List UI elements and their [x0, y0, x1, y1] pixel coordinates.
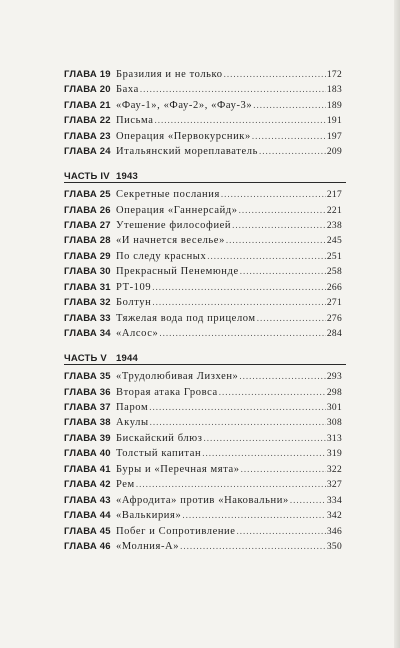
page-number: 209	[326, 146, 342, 157]
section-divider	[64, 364, 346, 365]
leader-dots	[203, 433, 325, 443]
part-year: 1943	[116, 170, 138, 182]
chapter-title: Буры и «Перечная мята»	[116, 463, 240, 475]
chapter-label: ГЛАВА 36	[64, 386, 111, 398]
chapter-title: «Валькирия»	[116, 509, 182, 521]
chapter-label: ГЛАВА 34	[64, 327, 111, 339]
page-number: 334	[326, 495, 342, 506]
part-year: 1944	[116, 352, 138, 364]
page-number: 183	[326, 84, 342, 95]
leader-dots	[232, 220, 326, 230]
leader-dots	[152, 282, 326, 292]
page-number: 342	[326, 510, 342, 521]
page-edge	[394, 0, 400, 648]
page-number: 319	[326, 448, 342, 459]
page-number: 327	[326, 479, 342, 490]
leader-dots	[253, 100, 326, 110]
chapter-title: Утешение философией	[116, 219, 232, 231]
leader-dots	[239, 371, 325, 381]
leader-dots	[290, 495, 326, 505]
chapter-label: ГЛАВА 43	[64, 494, 111, 506]
chapter-title: «И начнется веселье»	[116, 234, 225, 246]
leader-dots	[221, 189, 326, 199]
chapter-label: ГЛАВА 23	[64, 130, 111, 142]
chapter-label: ГЛАВА 31	[64, 281, 111, 293]
page-number: 258	[326, 266, 342, 277]
chapter-title: Операция «Первокурсник»	[116, 130, 251, 142]
chapter-label: ГЛАВА 22	[64, 114, 111, 126]
page-number: 350	[326, 541, 342, 552]
leader-dots	[252, 131, 326, 141]
chapter-label: ГЛАВА 42	[64, 478, 111, 490]
page-number: 189	[326, 100, 342, 111]
leader-dots	[241, 464, 326, 474]
chapter-title: Тяжелая вода под прицелом	[116, 312, 256, 324]
page-number: 238	[326, 220, 342, 231]
chapter-label: ГЛАВА 39	[64, 432, 111, 444]
leader-dots	[182, 510, 326, 520]
leader-dots	[149, 402, 326, 412]
chapter-title: «Трудолюбивая Лизхен»	[116, 370, 239, 382]
page-number: 276	[326, 313, 342, 324]
chapter-title: «Молния-А»	[116, 540, 180, 552]
chapter-title: РТ-109	[116, 281, 152, 293]
chapter-label: ГЛАВА 26	[64, 204, 111, 216]
page-number: 322	[326, 464, 342, 475]
leader-dots	[239, 205, 326, 215]
leader-dots	[207, 251, 326, 261]
page-number: 298	[326, 387, 342, 398]
leader-dots	[154, 115, 325, 125]
chapter-label: ГЛАВА 33	[64, 312, 111, 324]
chapter-title: «Фау-1», «Фау-2», «Фау-3»	[116, 99, 253, 111]
chapter-label: ГЛАВА 27	[64, 219, 111, 231]
chapter-label: ГЛАВА 24	[64, 145, 111, 157]
chapter-title: Письма	[116, 114, 154, 126]
chapter-label: ГЛАВА 38	[64, 416, 111, 428]
chapter-label: ГЛАВА 40	[64, 447, 111, 459]
section-divider	[64, 182, 346, 183]
toc-entry[interactable]	[64, 324, 342, 342]
chapter-title: Секретные послания	[116, 188, 220, 200]
page-number: 197	[326, 131, 342, 142]
leader-dots	[136, 479, 326, 489]
chapter-title: Бразилия и не только	[116, 68, 223, 80]
page-number: 217	[326, 189, 342, 200]
page-number: 301	[326, 402, 342, 413]
page-number: 293	[326, 371, 342, 382]
toc-entry[interactable]	[64, 537, 342, 555]
chapter-title: Баха	[116, 83, 139, 95]
chapter-label: ГЛАВА 37	[64, 401, 111, 413]
chapter-label: ГЛАВА 19	[64, 68, 111, 80]
chapter-title: «Афродита» против «Наковальни»	[116, 494, 289, 506]
chapter-title: Итальянский мореплаватель	[116, 145, 258, 157]
page-number: 172	[326, 69, 342, 80]
chapter-title: Бискайский блюз	[116, 432, 203, 444]
chapter-title: Прекрасный Пенемюнде	[116, 265, 239, 277]
chapter-label: ГЛАВА 44	[64, 509, 111, 521]
part-label: ЧАСТЬ V	[64, 352, 107, 364]
leader-dots	[202, 448, 326, 458]
chapter-label: ГЛАВА 29	[64, 250, 111, 262]
leader-dots	[219, 387, 326, 397]
leader-dots	[159, 328, 325, 338]
page-number: 221	[326, 205, 342, 216]
chapter-label: ГЛАВА 45	[64, 525, 111, 537]
chapter-label: ГЛАВА 32	[64, 296, 111, 308]
chapter-label: ГЛАВА 35	[64, 370, 111, 382]
chapter-title: Рем	[116, 478, 135, 490]
page-number: 266	[326, 282, 342, 293]
part-label: ЧАСТЬ IV	[64, 170, 110, 182]
chapter-title: По следу красных	[116, 250, 207, 262]
chapter-title: Операция «Ганнерсайд»	[116, 204, 238, 216]
leader-dots	[257, 313, 326, 323]
page-number: 313	[326, 433, 342, 444]
chapter-label: ГЛАВА 21	[64, 99, 111, 111]
leader-dots	[226, 235, 326, 245]
leader-dots	[140, 84, 326, 94]
toc-entry[interactable]	[64, 142, 342, 160]
chapter-title: «Алсос»	[116, 327, 159, 339]
chapter-title: Паром	[116, 401, 149, 413]
leader-dots	[259, 146, 326, 156]
chapter-title: Болтун	[116, 296, 152, 308]
chapter-title: Вторая атака Гровса	[116, 386, 218, 398]
chapter-label: ГЛАВА 30	[64, 265, 111, 277]
page-number: 245	[326, 235, 342, 246]
page-number: 308	[326, 417, 342, 428]
leader-dots	[150, 417, 326, 427]
page-number: 271	[326, 297, 342, 308]
leader-dots	[237, 526, 326, 536]
chapter-title: Акулы	[116, 416, 149, 428]
leader-dots	[180, 541, 326, 551]
chapter-label: ГЛАВА 25	[64, 188, 111, 200]
chapter-title: Побег и Сопротивление	[116, 525, 236, 537]
page-number: 346	[326, 526, 342, 537]
leader-dots	[240, 266, 326, 276]
page-number: 191	[326, 115, 342, 126]
page-number: 251	[326, 251, 342, 262]
leader-dots	[224, 69, 326, 79]
page-number: 284	[326, 328, 342, 339]
chapter-label: ГЛАВА 28	[64, 234, 111, 246]
chapter-label: ГЛАВА 20	[64, 83, 111, 95]
chapter-title: Толстый капитан	[116, 447, 202, 459]
leader-dots	[152, 297, 326, 307]
chapter-label: ГЛАВА 41	[64, 463, 111, 475]
chapter-label: ГЛАВА 46	[64, 540, 111, 552]
